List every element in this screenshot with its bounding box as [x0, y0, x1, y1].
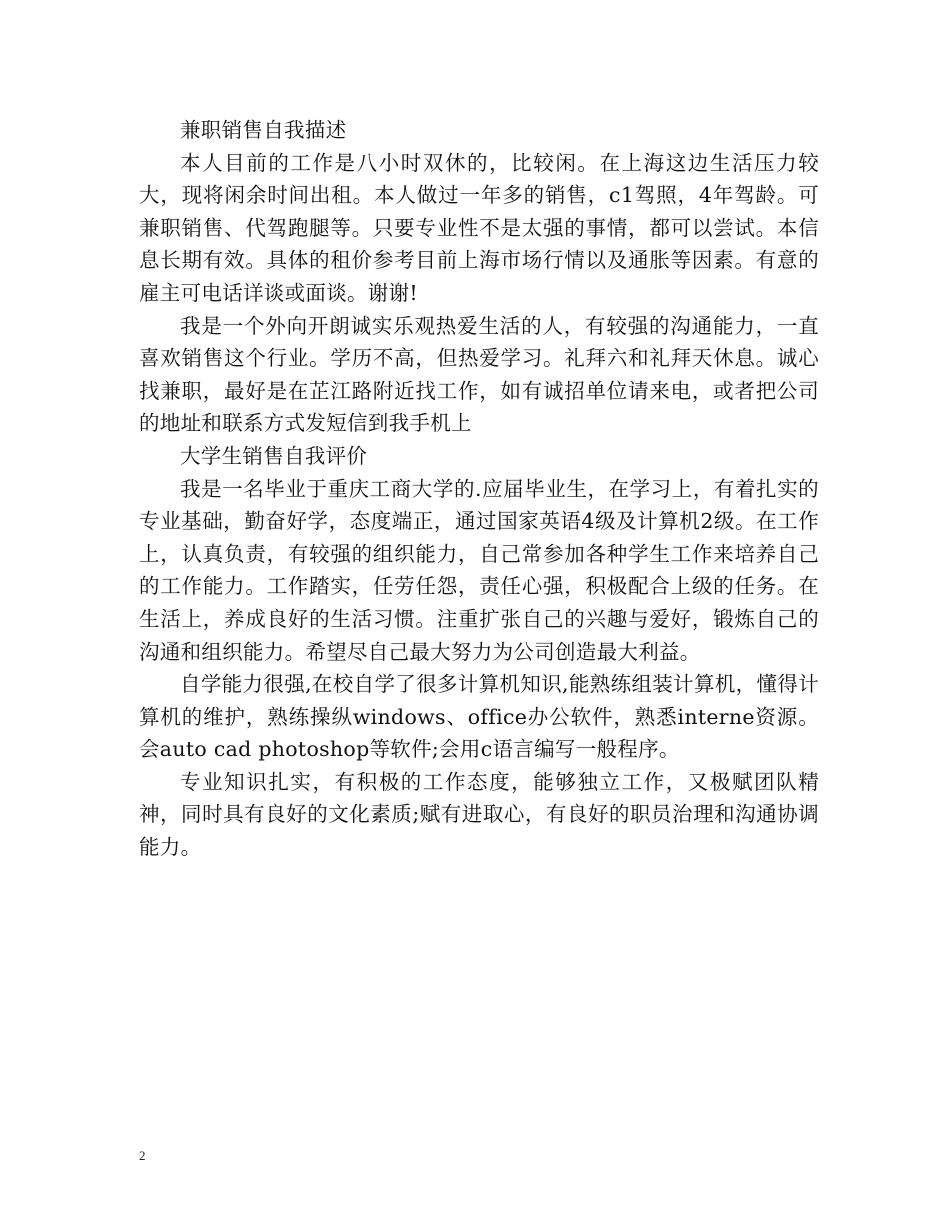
heading-part-time-sales-self-description: 兼职销售自我描述	[180, 118, 347, 142]
paragraph-part-time-availability: 本人目前的工作是八小时双休的，比较闲。在上海这边生活压力较大，现将闲余时间出租。本人做过一年多的销售，c1驾照，4年驾龄。可兼职销售、代驾跑腿等。只要专业性不是太强的事情，都可以尝试。本信息长期有效。具体的租价参考目前上海市场行情以及通胀等因素。有意的雇主可电话详谈或面谈。谢谢!	[139, 150, 819, 305]
document-body	[139, 114, 819, 864]
heading-student-sales-self-evaluation: 大学生销售自我评价	[180, 443, 368, 468]
paragraph-computer-skills: 自学能力很强,在校自学了很多计算机知识,能熟练组装计算机，懂得计算机的维护，熟练操纵windows、office办公软件，熟悉interne资源。会auto cad photoshop等软件;会用c语言编写一般程序。	[139, 672, 819, 762]
page-number: 2	[139, 1148, 146, 1163]
paragraph-graduate-evaluation: 我是一名毕业于重庆工商大学的.应届毕业生，在学习上，有着扎实的专业基础，勤奋好学，态度端正，通过国家英语4级及计算机2级。在工作上，认真负责，有较强的组织能力，自己常参加各种学生工作来培养自己的工作能力。工作踏实，任劳任怨，责任心强，积极配合上级的任务。在生活上，养成良好的生活习惯。注重扩张自己的兴趣与爱好，锻炼自己的沟通和组织能力。希望尽自己最大努力为公司创造最大利益。	[139, 476, 819, 664]
paragraph-professional-qualities: 专业知识扎实，有积极的工作态度，能够独立工作，又极赋团队精神，同时具有良好的文化素质;赋有进取心，有良好的职员治理和沟通协调能力。	[139, 769, 819, 860]
paragraph-personality-and-job-seeking: 我是一个外向开朗诚实乐观热爱生活的人，有较强的沟通能力，一直喜欢销售这个行业。学历不高，但热爱学习。礼拜六和礼拜天休息。诚心找兼职，最好是在芷江路附近找工作，如有诚招单位请来电，或者把公司的地址和联系方式发短信到我手机上	[139, 313, 819, 436]
